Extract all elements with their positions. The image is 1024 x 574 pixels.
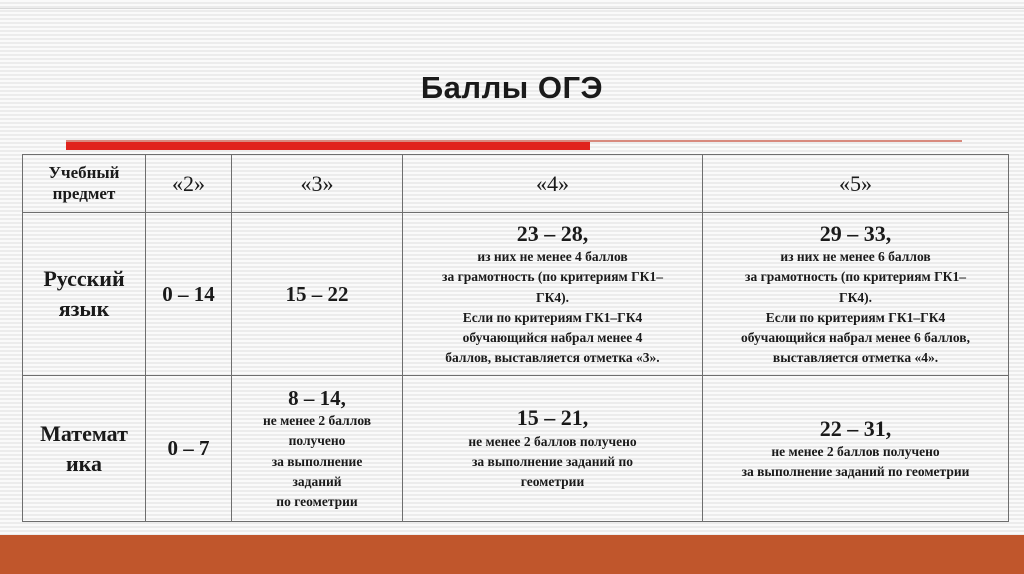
- header-subject: [23, 155, 146, 213]
- table-row-math: [23, 376, 1009, 522]
- subject-russian: [23, 213, 146, 376]
- russian-grade-5-note-3: ГК4).: [839, 289, 872, 305]
- header-grade-5: «5»: [703, 155, 1009, 213]
- math-grade-5: [703, 376, 1009, 522]
- subject-russian-line1: Русский: [43, 266, 125, 292]
- russian-grade-4-note-6: баллов, выставляется отметка «3».: [445, 350, 660, 366]
- russian-grade-5-note-5: обучающийся набрал менее 6 баллов,: [741, 330, 970, 345]
- math-grade-3-note-1: не менее 2 баллов: [262, 413, 372, 428]
- russian-grade-3-range: 15 – 22: [285, 281, 349, 306]
- table-row-russian: [23, 213, 1009, 376]
- russian-grade-5-note-1: из них не менее 6 баллов: [780, 249, 931, 264]
- russian-grade-4: [403, 213, 703, 376]
- russian-grade-5-note-2: за грамотность (по критериям ГК1–: [745, 269, 966, 285]
- subject-math-line1: Математ: [40, 420, 128, 446]
- subject-math-line2: ика: [65, 450, 103, 476]
- math-grade-3-note-5: по геометрии: [276, 494, 358, 509]
- russian-grade-4-note-2: за грамотность (по критериям ГК1–: [442, 269, 663, 285]
- math-grade-2-range: 0 – 7: [167, 436, 210, 461]
- bottom-accent-bar: [0, 535, 1024, 574]
- subject-math: [23, 376, 146, 522]
- russian-grade-4-range: 23 – 28,: [516, 220, 589, 246]
- russian-grade-2: [146, 213, 232, 376]
- math-grade-4-range: 15 – 21,: [516, 405, 589, 431]
- russian-grade-5: [703, 213, 1009, 376]
- header-subject-line2: предмет: [52, 183, 116, 203]
- header-grade-2: «2»: [146, 155, 232, 213]
- math-grade-4: [403, 376, 703, 522]
- russian-grade-5-range: 29 – 33,: [819, 220, 892, 246]
- math-grade-3-note-3: за выполнение: [271, 453, 363, 469]
- table-header-row: [23, 155, 1009, 213]
- math-grade-5-range: 22 – 31,: [819, 415, 892, 441]
- title-underline-accent: [66, 142, 590, 150]
- math-grade-3-note-4: заданий: [292, 473, 342, 489]
- russian-grade-4-note-4: Если по критериям ГК1–ГК4: [462, 309, 643, 325]
- math-grade-2: [146, 376, 232, 522]
- header-grade-3: «3»: [232, 155, 403, 213]
- math-grade-4-note-2: за выполнение заданий по: [472, 454, 633, 470]
- slide-title: Баллы ОГЭ: [420, 70, 604, 105]
- math-grade-4-note-1: не менее 2 баллов получено: [468, 433, 637, 449]
- math-grade-4-note-3: геометрии: [520, 474, 585, 490]
- russian-grade-2-range: 0 – 14: [162, 281, 215, 306]
- russian-grade-4-note-5: обучающийся набрал менее 4: [462, 330, 643, 345]
- math-grade-3-note-2: получено: [288, 433, 346, 449]
- russian-grade-4-note-1: из них не менее 4 баллов: [477, 249, 628, 264]
- math-grade-5-note-1: не менее 2 баллов получено: [771, 444, 940, 459]
- russian-grade-3: [232, 213, 403, 376]
- russian-grade-4-note-3: ГК4).: [536, 289, 569, 305]
- subject-russian-line2: язык: [58, 296, 110, 321]
- header-grade-4: «4»: [403, 155, 703, 213]
- russian-grade-5-note-4: Если по критериям ГК1–ГК4: [765, 309, 946, 325]
- header-subject-line1: Учебный: [48, 163, 120, 183]
- math-grade-3-range: 8 – 14,: [288, 385, 346, 410]
- russian-grade-5-note-6: выставляется отметка «4».: [772, 350, 939, 366]
- math-grade-3: [232, 376, 403, 522]
- math-grade-5-note-2: за выполнение заданий по геометрии: [741, 464, 970, 480]
- scores-table: [22, 154, 1009, 522]
